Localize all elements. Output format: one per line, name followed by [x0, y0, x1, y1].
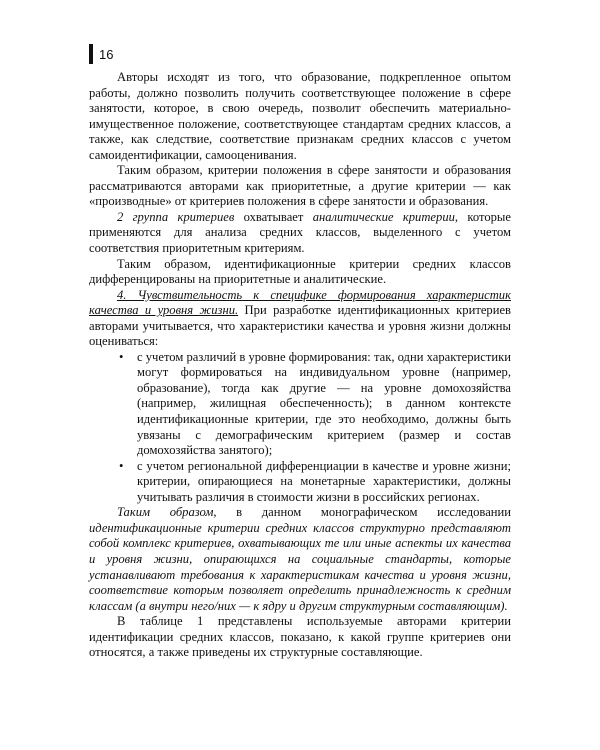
paragraph-3 — [89, 210, 511, 257]
bullet-icon: • — [119, 458, 124, 473]
analytic-criteria-term: аналитические критерии — [312, 209, 455, 224]
bullet-item-1 — [89, 350, 511, 459]
paragraph-2: Таким образом, критерии положения в сфере занятости и образования рассматриваются авторами как приоритетные, а другие критерии — как «производные» от критериев положения в сфере занятости и образования. — [89, 163, 511, 209]
bullet-list — [89, 350, 511, 505]
bullet-icon: • — [119, 349, 124, 364]
conclusion-text: идентификационные критерии средних классов структурно представляют собой комплекс критериев, охватывающих те или иные аспекты их качества и уровня жизни, опирающихся на социальные стандарты, которые устанавливают требования к характеристикам качества и уровня жизни, соответствие которым позволяет определить принадлежность к средним классам (а внутри него/них — к ядру и другим структурным составляющим). — [89, 520, 511, 613]
bullet-item-2 — [89, 459, 511, 506]
section-heading-4: 4. Чувствительность к специфике формирования характеристик качества и уровня жизни. — [89, 287, 511, 318]
criteria-group-label: 2 группа критериев — [117, 209, 235, 224]
page-number-bar — [89, 44, 93, 64]
paragraph-4: Таким образом, идентификационные критерии средних классов дифференцированы на приоритетные и аналитические. — [89, 256, 511, 287]
paragraph-1: Авторы исходят из того, что образование, подкрепленное опытом работы, должно позволить получить соответствующее положение в сфере занятости, которое, в свою очередь, позволит обеспечить материально-имущественное положение, соответствующее стандартам средних классов, а также, как следствие, соответствие признакам средних классов с учетом самоидентификации, самооценивания. — [89, 70, 511, 162]
paragraph-5 — [89, 288, 511, 350]
paragraph-5-rest: При разработке идентификационных критериев авторами учитывается, что характеристики качества и уровня жизни должны оцениваться: — [89, 303, 511, 349]
bullet-text-2: с учетом региональной дифференциации в качестве и уровне жизни; критерии, опирающиеся на монетарные характеристики, должны учитывать различия в стоимости жизни в российских регионах. — [137, 458, 511, 504]
conclusion-lead: Таким образом — [117, 505, 214, 520]
page-header — [89, 44, 113, 64]
bullet-text-1: с учетом различий в уровне формирования: так, одни характеристики могут формироваться на индивидуальном уровне (например, образование), тогда как другие — на уровне домохозяйства (например, жилищная обеспеченность); в данном контексте идентификационные критерии, где это необходимо, должны быть увязаны с демографическим критерием (размер и состав домохозяйства занятого); — [137, 349, 511, 458]
paragraph-6 — [89, 505, 511, 614]
paragraph-3-rest: , которые применяются для анализа средних классов, выделенного с учетом соответствия приоритетным критериям. — [89, 209, 511, 256]
paragraph-7: В таблице 1 представлены используемые авторами критерии идентификации средних классов, показано, к какой группе критериев они относятся, а также приведены их структурные составляющие. — [89, 614, 511, 660]
paragraph-6-mid: , в данном монографическом исследовании — [213, 505, 511, 520]
page-number: 16 — [99, 46, 114, 62]
paragraph-3-mid: охватывает — [234, 209, 313, 224]
body-text — [89, 70, 511, 661]
